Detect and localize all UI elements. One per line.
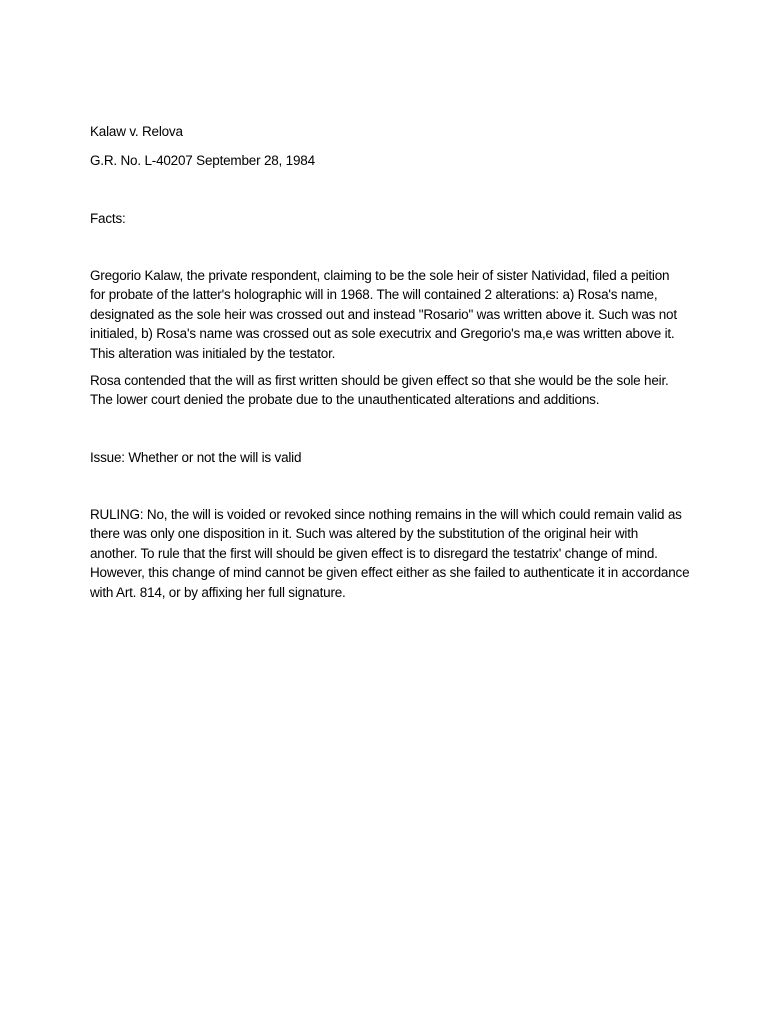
text-line: RULING: No, the will is voided or revoked since nothing remains in the will which could remain valid as xyxy=(90,507,682,522)
case-title: Kalaw v. Relova xyxy=(90,124,183,139)
text-line: Gregorio Kalaw, the private respondent, claiming to be the sole heir of sister Natividad, filed a peition xyxy=(90,268,670,283)
text-line: initialed, b) Rosa's name was crossed out as sole executrix and Gregorio's ma,e was written above it. xyxy=(90,326,675,342)
text-line: for probate of the latter's holographic will in 1968. The will contained 2 alterations: a) Rosa's name, xyxy=(90,287,658,303)
facts-heading: Facts: xyxy=(90,211,126,226)
text-line: another. To rule that the first will should be given effect is to disregard the testatrix' change of mind. xyxy=(90,545,658,561)
text-line: However, this change of mind cannot be given effect either as she failed to authenticate it in accordance xyxy=(90,565,690,581)
text-line: The lower court denied the probate due to the unauthenticated alterations and additions. xyxy=(90,392,600,408)
ruling-paragraph xyxy=(90,505,690,602)
text-line: designated as the sole heir was crossed out and instead "Rosario" was written above it. Such was not xyxy=(90,306,677,322)
text-line: there was only one disposition in it. Such was altered by the substitution of the original heir with xyxy=(90,526,639,542)
text-line: This alteration was initialed by the testator. xyxy=(90,345,336,361)
facts-paragraph-1 xyxy=(90,266,690,363)
issue-statement: Issue: Whether or not the will is valid xyxy=(90,450,302,465)
text-line: Rosa contended that the will as first written should be given effect so that she would be the sole heir. xyxy=(90,373,669,388)
text-line: with Art. 814, or by affixing her full signature. xyxy=(90,584,346,600)
case-number: G.R. No. L-40207 September 28, 1984 xyxy=(90,153,315,168)
facts-paragraph-2 xyxy=(90,371,690,410)
